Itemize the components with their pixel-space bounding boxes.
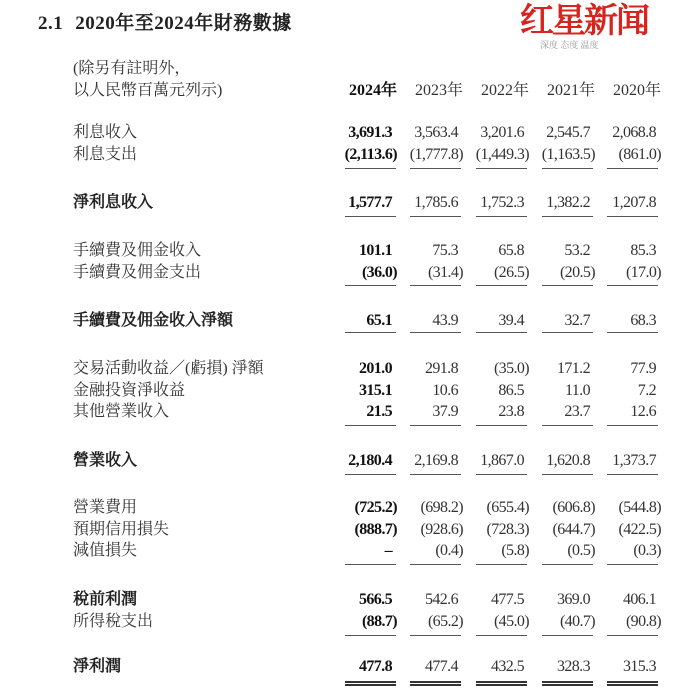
row-label: 營業費用 bbox=[73, 499, 138, 516]
value-cell: 53.2 bbox=[564, 242, 590, 259]
table-row bbox=[0, 497, 700, 519]
subtotal-underline bbox=[542, 285, 593, 286]
value-cell: 101.1 bbox=[358, 242, 392, 259]
subtotal-underline bbox=[542, 216, 593, 217]
value-cell: (1,163.5) bbox=[541, 146, 595, 163]
value-cell: (698.2) bbox=[420, 499, 463, 516]
row-label: 稅前利潤 bbox=[73, 591, 138, 608]
subtotal-underline bbox=[607, 168, 658, 169]
subtotal-underline bbox=[345, 425, 396, 426]
value-cell: 315.3 bbox=[622, 658, 656, 675]
subtotal-underline bbox=[345, 332, 396, 333]
value-cell: 2,545.7 bbox=[546, 124, 590, 141]
section-heading: 2020年至2024年財務數據 bbox=[75, 13, 292, 34]
subtotal-underline bbox=[410, 285, 461, 286]
subtotal-underline bbox=[607, 425, 658, 426]
value-cell: 3,691.3 bbox=[348, 124, 392, 141]
value-cell: 75.3 bbox=[432, 242, 458, 259]
subtotal-underline bbox=[476, 168, 527, 169]
value-cell: (2,113.6) bbox=[344, 146, 397, 163]
value-cell: (40.7) bbox=[559, 613, 595, 630]
table-row bbox=[0, 262, 700, 284]
value-cell: 369.0 bbox=[556, 591, 590, 608]
value-cell: 65.1 bbox=[366, 312, 392, 329]
subtotal-underline bbox=[476, 425, 527, 426]
subtotal-underline bbox=[542, 332, 593, 333]
subtotal-underline bbox=[542, 635, 593, 636]
row-label: 淨利潤 bbox=[73, 658, 122, 675]
value-cell: (20.5) bbox=[559, 264, 595, 281]
value-cell: 432.5 bbox=[490, 658, 524, 675]
row-label: 金融投資淨收益 bbox=[73, 382, 186, 399]
value-cell: 23.8 bbox=[498, 403, 524, 420]
row-label: 交易活動收益／(虧損) 淨額 bbox=[73, 360, 264, 377]
subtotal-underline bbox=[345, 216, 396, 217]
value-cell: (0.4) bbox=[435, 542, 463, 559]
value-cell: (422.5) bbox=[618, 521, 661, 538]
value-cell: (606.8) bbox=[552, 499, 595, 516]
value-cell: (36.0) bbox=[361, 264, 397, 281]
subtotal-underline bbox=[410, 168, 461, 169]
table-row bbox=[0, 122, 700, 144]
value-cell: 11.0 bbox=[564, 382, 590, 399]
value-cell: 542.6 bbox=[424, 591, 458, 608]
subtotal-underline bbox=[345, 635, 396, 636]
row-label: 手續費及佣金收入 bbox=[73, 242, 202, 259]
value-cell: 201.0 bbox=[358, 360, 392, 377]
total-double-underline bbox=[542, 681, 593, 686]
value-cell: (88.7) bbox=[361, 613, 397, 630]
value-cell: 1,382.2 bbox=[546, 194, 590, 211]
total-double-underline bbox=[476, 681, 527, 686]
value-cell: (655.4) bbox=[486, 499, 529, 516]
value-cell: 477.5 bbox=[490, 591, 524, 608]
value-cell: (45.0) bbox=[493, 613, 529, 630]
value-cell: 85.3 bbox=[630, 242, 656, 259]
subtotal-underline bbox=[607, 285, 658, 286]
subtotal-underline bbox=[542, 564, 593, 565]
year-header-row bbox=[0, 80, 700, 102]
table-row bbox=[0, 310, 700, 332]
value-cell: 291.8 bbox=[424, 360, 458, 377]
value-cell: 7.2 bbox=[637, 382, 656, 399]
value-cell: 2,169.8 bbox=[414, 452, 458, 469]
value-cell: (0.3) bbox=[633, 542, 661, 559]
row-label: 手續費及佣金支出 bbox=[73, 264, 202, 281]
value-cell: 39.4 bbox=[498, 312, 524, 329]
table-row bbox=[0, 589, 700, 611]
table-row bbox=[0, 358, 700, 380]
subtotal-underline bbox=[476, 216, 527, 217]
subtotal-underline bbox=[476, 285, 527, 286]
value-cell: (888.7) bbox=[354, 521, 397, 538]
total-double-underline bbox=[607, 681, 658, 686]
table-row bbox=[0, 656, 700, 678]
value-cell: (31.4) bbox=[427, 264, 463, 281]
value-cell: 315.1 bbox=[358, 382, 392, 399]
value-cell: (1,449.3) bbox=[475, 146, 529, 163]
total-double-underline bbox=[345, 681, 396, 686]
row-label: 營業收入 bbox=[73, 452, 138, 469]
value-cell: 477.8 bbox=[358, 658, 392, 675]
value-cell: 86.5 bbox=[498, 382, 524, 399]
row-label: 其他營業收入 bbox=[73, 403, 170, 420]
section-number: 2.1 bbox=[38, 13, 64, 34]
total-double-underline bbox=[410, 681, 461, 686]
value-cell: (544.8) bbox=[618, 499, 661, 516]
value-cell: 1,620.8 bbox=[546, 452, 590, 469]
value-cell: 566.5 bbox=[358, 591, 392, 608]
subtotal-underline bbox=[607, 216, 658, 217]
value-cell: (65.2) bbox=[427, 613, 463, 630]
row-label: 利息收入 bbox=[73, 124, 138, 141]
value-cell: 1,785.6 bbox=[414, 194, 458, 211]
value-cell: 3,201.6 bbox=[480, 124, 524, 141]
subtotal-underline bbox=[476, 635, 527, 636]
year-header: 2021年 bbox=[546, 82, 595, 99]
value-cell: 12.6 bbox=[630, 403, 656, 420]
value-cell: 2,068.8 bbox=[612, 124, 656, 141]
value-cell: (725.2) bbox=[354, 499, 397, 516]
unit-note-line1: (除另有註明外， bbox=[73, 60, 191, 77]
value-cell: (928.6) bbox=[420, 521, 463, 538]
subtotal-underline bbox=[607, 564, 658, 565]
value-cell: 43.9 bbox=[432, 312, 458, 329]
table-row bbox=[0, 540, 700, 562]
value-cell: 477.4 bbox=[424, 658, 458, 675]
subtotal-underline bbox=[410, 474, 461, 475]
value-cell: 21.5 bbox=[366, 403, 392, 420]
row-label: 所得稅支出 bbox=[73, 613, 154, 630]
value-cell: (644.7) bbox=[552, 521, 595, 538]
value-cell: 32.7 bbox=[564, 312, 590, 329]
subtotal-underline bbox=[476, 474, 527, 475]
subtotal-underline bbox=[410, 635, 461, 636]
table-row bbox=[0, 144, 700, 166]
year-header: 2022年 bbox=[480, 82, 529, 99]
year-header: 2020年 bbox=[612, 82, 661, 99]
value-cell: – bbox=[384, 542, 392, 559]
subtotal-underline bbox=[345, 285, 396, 286]
value-cell: 1,207.8 bbox=[612, 194, 656, 211]
table-row bbox=[0, 401, 700, 423]
subtotal-underline bbox=[476, 332, 527, 333]
subtotal-underline bbox=[345, 474, 396, 475]
table-row bbox=[0, 240, 700, 262]
subtotal-underline bbox=[410, 216, 461, 217]
value-cell: 1,577.7 bbox=[348, 194, 392, 211]
row-label: 手續費及佣金收入淨額 bbox=[73, 312, 234, 329]
subtotal-underline bbox=[410, 332, 461, 333]
table-row bbox=[0, 450, 700, 472]
subtotal-underline bbox=[410, 425, 461, 426]
row-label: 淨利息收入 bbox=[73, 194, 154, 211]
value-cell: 1,373.7 bbox=[612, 452, 656, 469]
value-cell: 77.9 bbox=[630, 360, 656, 377]
value-cell: (35.0) bbox=[493, 360, 529, 377]
table-row bbox=[0, 380, 700, 402]
value-cell: (5.8) bbox=[501, 542, 529, 559]
subtotal-underline bbox=[476, 564, 527, 565]
subtotal-underline bbox=[542, 168, 593, 169]
value-cell: 2,180.4 bbox=[348, 452, 392, 469]
value-cell: 68.3 bbox=[630, 312, 656, 329]
value-cell: 406.1 bbox=[622, 591, 656, 608]
value-cell: (26.5) bbox=[493, 264, 529, 281]
value-cell: 328.3 bbox=[556, 658, 590, 675]
value-cell: (0.5) bbox=[567, 542, 595, 559]
table-row bbox=[0, 611, 700, 633]
subtotal-underline bbox=[345, 564, 396, 565]
subtotal-underline bbox=[607, 474, 658, 475]
value-cell: (90.8) bbox=[625, 613, 661, 630]
subtotal-underline bbox=[410, 564, 461, 565]
unit-note-line2: 以人民幣百萬元列示) bbox=[73, 82, 223, 99]
subtotal-underline bbox=[607, 635, 658, 636]
subtotal-underline bbox=[607, 332, 658, 333]
value-cell: (1,777.8) bbox=[409, 146, 463, 163]
table-row bbox=[0, 519, 700, 541]
table-row bbox=[0, 192, 700, 214]
value-cell: 3,563.4 bbox=[414, 124, 458, 141]
watermark-slogan: 深度 态度 温度 bbox=[540, 40, 599, 50]
row-label: 預期信用損失 bbox=[73, 521, 170, 538]
value-cell: (17.0) bbox=[625, 264, 661, 281]
value-cell: 37.9 bbox=[432, 403, 458, 420]
value-cell: 65.8 bbox=[498, 242, 524, 259]
value-cell: (728.3) bbox=[486, 521, 529, 538]
subtotal-underline bbox=[542, 425, 593, 426]
watermark-logo: 红星新闻 bbox=[520, 1, 648, 41]
value-cell: 23.7 bbox=[564, 403, 590, 420]
value-cell: 10.6 bbox=[432, 382, 458, 399]
value-cell: (861.0) bbox=[618, 146, 661, 163]
subtotal-underline bbox=[345, 168, 396, 169]
value-cell: 1,867.0 bbox=[480, 452, 524, 469]
row-label: 減值損失 bbox=[73, 542, 138, 559]
section-title bbox=[38, 8, 292, 35]
value-cell: 1,752.3 bbox=[480, 194, 524, 211]
year-header: 2024年 bbox=[348, 82, 397, 99]
subtotal-underline bbox=[542, 474, 593, 475]
value-cell: 171.2 bbox=[556, 360, 590, 377]
year-header: 2023年 bbox=[414, 82, 463, 99]
row-label: 利息支出 bbox=[73, 146, 138, 163]
